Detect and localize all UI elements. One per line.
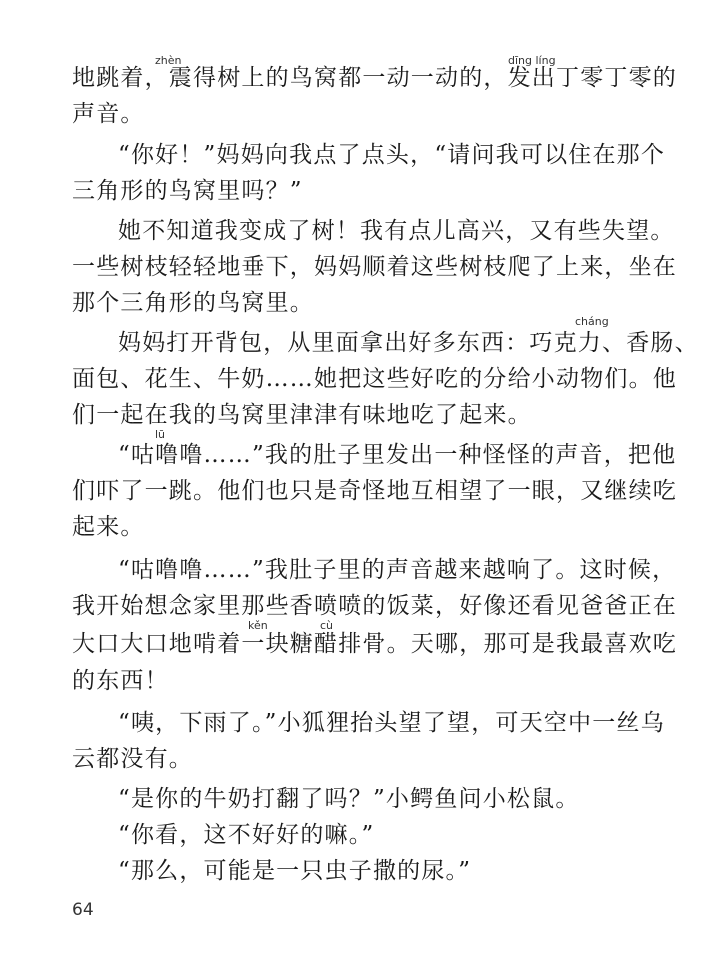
paragraph-first-line: “你好！”妈妈向我点了点头，“请问我可以住在那个 [118, 142, 666, 168]
paragraph-first-line: “你看，这不好好的嘛。” [118, 822, 375, 848]
pinyin-zhen: zhèn [155, 54, 182, 67]
pinyin-chang: cháng [575, 315, 609, 328]
text-line: 们一起在我的鸟窝里津津有味地吃了起来。 [72, 402, 532, 428]
pinyin-cu: cù [320, 619, 334, 632]
pinyin-dingling: dīng líng [508, 54, 556, 67]
paragraph-first-line: 妈妈打开背包，从里面拿出好多东西：巧克力、香肠、 [118, 330, 699, 356]
text-line: 三角形的鸟窝里吗？” [72, 178, 303, 204]
text-line: 云都没有。 [72, 746, 193, 772]
paragraph-first-line: “咕噜噜……”我的肚子里发出一种怪怪的声音，把他 [118, 442, 677, 468]
paragraph-first-line: “咦，下雨了。”小狐狸抬头望了望，可天空中一丝乌 [118, 710, 665, 736]
paragraph-first-line: “是你的牛奶打翻了吗？”小鳄鱼问小松鼠。 [118, 786, 580, 812]
text-line: 我开始想念家里那些香喷喷的饭菜，好像还看见爸爸正在 [72, 593, 677, 619]
paragraph-first-line: “咕噜噜……”我肚子里的声音越来越响了。这时候， [118, 557, 677, 583]
text-line: 的东西！ [72, 668, 169, 694]
page-number: 64 [72, 900, 94, 920]
text-line: 一些树枝轻轻地垂下，妈妈顺着这些树枝爬了上来，坐在 [72, 254, 677, 280]
paragraph-first-line: “那么，可能是一只虫子撒的尿。” [118, 858, 472, 884]
text-line: 面包、花生、牛奶……她把这些好吃的分给小动物们。他 [72, 366, 677, 392]
pinyin-ken: kěn [248, 619, 268, 632]
text-line: 们吓了一跳。他们也只是奇怪地互相望了一眼，又继续吃 [72, 478, 677, 504]
text-line: 声音。 [72, 101, 145, 127]
text-line: 大口大口地啃着一块糖醋排骨。天哪，那可是我最喜欢吃 [72, 631, 677, 657]
text-line: 起来。 [72, 514, 145, 540]
text-line: 地跳着，震得树上的鸟窝都一动一动的，发出丁零丁零的 [72, 65, 677, 91]
paragraph-first-line: 她不知道我变成了树！我有点儿高兴，又有些失望。 [118, 218, 675, 244]
pinyin-lu: lū [155, 428, 166, 441]
text-line: 那个三角形的鸟窝里。 [72, 290, 314, 316]
